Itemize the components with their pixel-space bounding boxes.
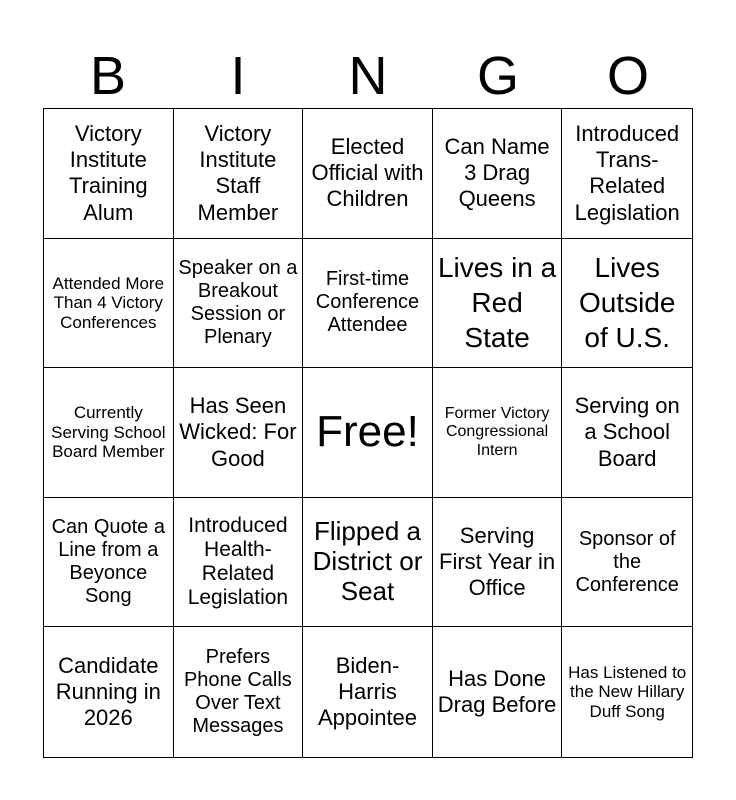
bingo-cell: Serving on a School Board — [562, 368, 692, 498]
bingo-cell: Former Victory Congressional Intern — [433, 368, 563, 498]
bingo-cell: Lives in a Red State — [433, 239, 563, 369]
free-space-cell: Free! — [303, 368, 433, 498]
bingo-cell: Currently Serving School Board Member — [44, 368, 174, 498]
header-letter-i: I — [230, 46, 246, 106]
header-letter-o: O — [606, 46, 649, 106]
bingo-cell: Victory Institute Training Alum — [44, 109, 174, 239]
header-letter-g: G — [476, 46, 519, 106]
bingo-grid — [43, 108, 693, 758]
bingo-cell: Has Done Drag Before — [433, 627, 563, 757]
bingo-cell: Prefers Phone Calls Over Text Messages — [174, 627, 304, 757]
bingo-cell: Introduced Health-Related Legislation — [174, 498, 304, 628]
bingo-cell: Serving First Year in Office — [433, 498, 563, 628]
bingo-cell: Speaker on a Breakout Session or Plenary — [174, 239, 304, 369]
bingo-cell: Introduced Trans-Related Legislation — [562, 109, 692, 239]
bingo-cell: Candidate Running in 2026 — [44, 627, 174, 757]
bingo-cell: Sponsor of the Conference — [562, 498, 692, 628]
bingo-cell: Has Listened to the New Hillary Duff Song — [568, 662, 687, 721]
bingo-cell: Can Quote a Line from a Beyonce Song — [44, 498, 174, 628]
header-letter-b: B — [89, 46, 127, 106]
bingo-header — [43, 44, 693, 108]
header-letter-n: N — [348, 46, 388, 106]
bingo-cell: Lives Outside of U.S. — [562, 239, 692, 369]
bingo-cell: Can Name 3 Drag Queens — [433, 109, 563, 239]
bingo-cell: Attended More Than 4 Victory Conferences — [44, 239, 174, 369]
bingo-cell: Victory Institute Staff Member — [174, 109, 304, 239]
bingo-cell: First-time Conference Attendee — [303, 239, 433, 369]
bingo-cell: Has Seen Wicked: For Good — [174, 368, 304, 498]
bingo-cell: Elected Official with Children — [303, 109, 433, 239]
bingo-cell: Biden-Harris Appointee — [303, 627, 433, 757]
bingo-cell: Flipped a District or Seat — [303, 498, 433, 628]
